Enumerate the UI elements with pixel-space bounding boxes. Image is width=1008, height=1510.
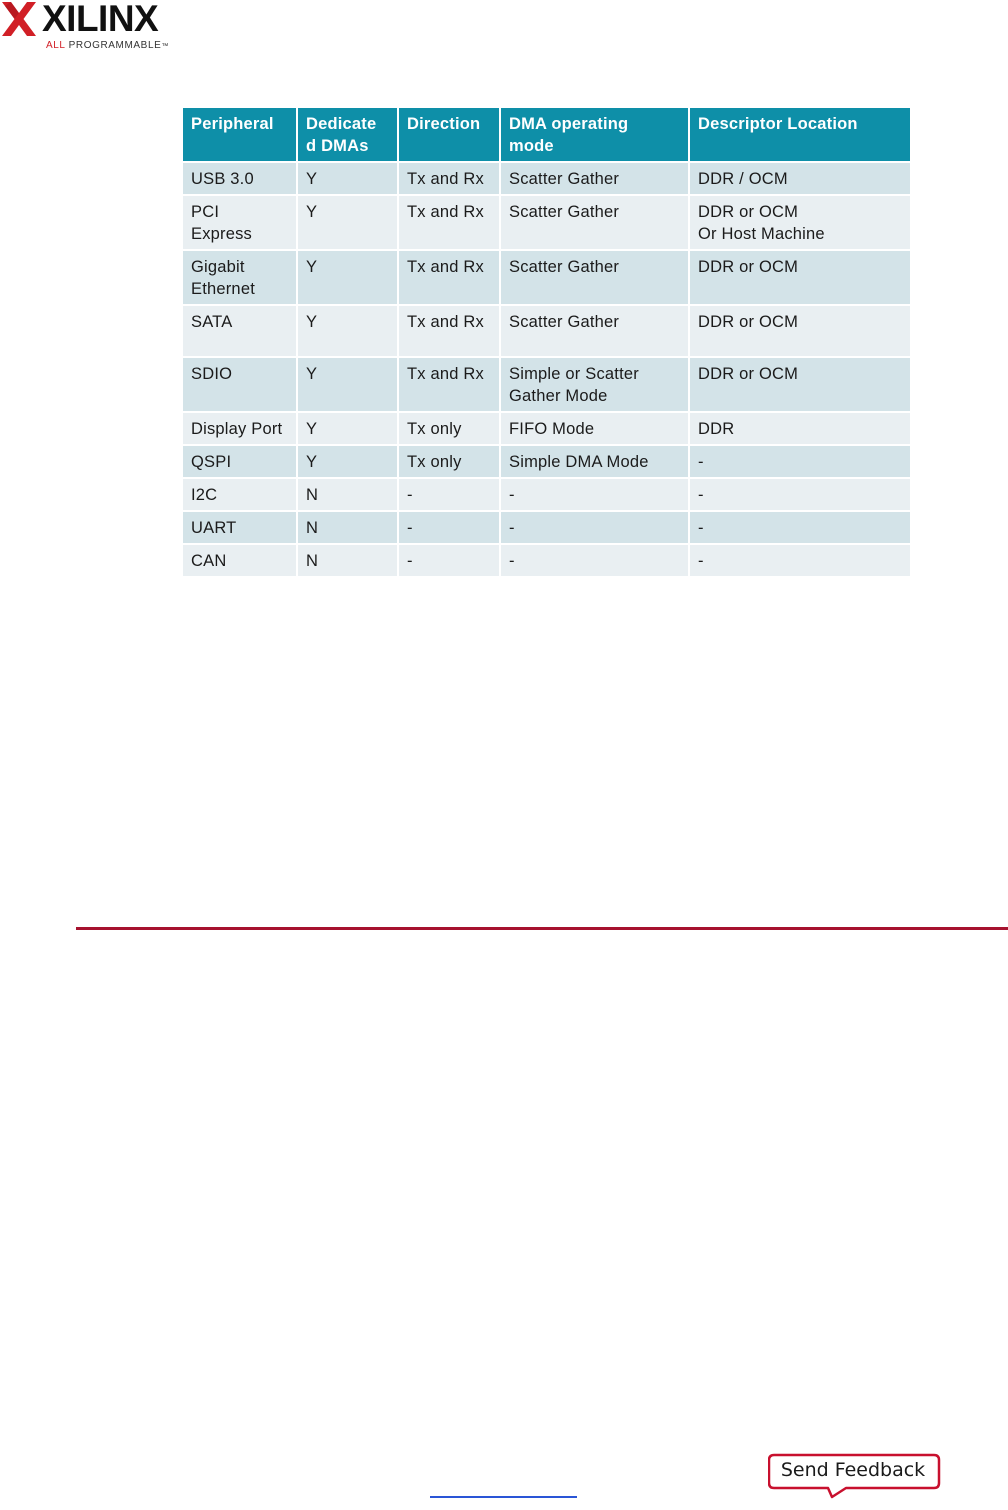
header-peripheral: Peripheral: [183, 108, 297, 162]
logo-tagline-rest: PROGRAMMABLE: [65, 40, 162, 51]
table-row: [183, 195, 911, 250]
cell-peripheral: PCI Express: [183, 195, 297, 250]
header-dedicated-dmas: Dedicate d DMAs: [297, 108, 398, 162]
cell-dma-mode: Scatter Gather: [500, 195, 689, 250]
cell-descriptor-location: DDR or OCM: [689, 357, 911, 412]
table-row: [183, 511, 911, 544]
cell-dedicated-dmas: Y: [297, 162, 398, 195]
cell-dedicated-dmas: Y: [297, 357, 398, 412]
cell-peripheral: SATA: [183, 305, 297, 357]
table-row: [183, 357, 911, 412]
table-row: [183, 162, 911, 195]
table-row: [183, 250, 911, 305]
cell-descriptor-location: DDR or OCM Or Host Machine: [689, 195, 911, 250]
table-row: [183, 544, 911, 577]
cell-dedicated-dmas: Y: [297, 195, 398, 250]
cell-direction: Tx and Rx: [398, 195, 500, 250]
cell-direction: Tx only: [398, 445, 500, 478]
cell-dma-mode: FIFO Mode: [500, 412, 689, 445]
cell-peripheral: SDIO: [183, 357, 297, 412]
cell-descriptor-location: -: [689, 445, 911, 478]
table-row: [183, 445, 911, 478]
cell-direction: -: [398, 511, 500, 544]
cell-direction: -: [398, 544, 500, 577]
cell-dedicated-dmas: Y: [297, 445, 398, 478]
logo-trademark: ™: [161, 43, 169, 50]
logo-tagline: [46, 40, 169, 51]
cell-dma-mode: Scatter Gather: [500, 162, 689, 195]
header-direction: Direction: [398, 108, 500, 162]
cell-dma-mode: -: [500, 544, 689, 577]
cell-descriptor-location: DDR or OCM: [689, 305, 911, 357]
cell-peripheral: CAN: [183, 544, 297, 577]
header-descriptor-location: Descriptor Location: [689, 108, 911, 162]
cell-direction: Tx and Rx: [398, 305, 500, 357]
section-divider: [76, 927, 1008, 930]
cell-direction: Tx and Rx: [398, 357, 500, 412]
cell-descriptor-location: -: [689, 544, 911, 577]
xilinx-logo: [2, 0, 182, 56]
cell-dedicated-dmas: N: [297, 511, 398, 544]
table-row: [183, 478, 911, 511]
cell-dedicated-dmas: Y: [297, 412, 398, 445]
cell-dma-mode: Scatter Gather: [500, 305, 689, 357]
cell-dma-mode: Simple DMA Mode: [500, 445, 689, 478]
cell-descriptor-location: -: [689, 478, 911, 511]
cell-peripheral: Display Port: [183, 412, 297, 445]
cell-peripheral: USB 3.0: [183, 162, 297, 195]
cell-descriptor-location: -: [689, 511, 911, 544]
send-feedback-label[interactable]: Send Feedback: [780, 1459, 926, 1481]
cell-descriptor-location: DDR / OCM: [689, 162, 911, 195]
cell-descriptor-location: DDR or OCM: [689, 250, 911, 305]
cell-dma-mode: -: [500, 478, 689, 511]
cell-dma-mode: -: [500, 511, 689, 544]
logo-wordmark: XILINX: [42, 0, 159, 39]
cell-peripheral: I2C: [183, 478, 297, 511]
cell-direction: -: [398, 478, 500, 511]
footer-link[interactable]: [430, 1496, 577, 1498]
cell-dedicated-dmas: N: [297, 478, 398, 511]
cell-direction: Tx and Rx: [398, 162, 500, 195]
cell-peripheral: Gigabit Ethernet: [183, 250, 297, 305]
table-row: [183, 305, 911, 357]
cell-dma-mode: Scatter Gather: [500, 250, 689, 305]
cell-direction: Tx and Rx: [398, 250, 500, 305]
cell-dedicated-dmas: Y: [297, 250, 398, 305]
cell-dedicated-dmas: Y: [297, 305, 398, 357]
logo-tagline-prefix: ALL: [46, 40, 66, 51]
header-dma-operating-mode: DMA operating mode: [500, 108, 689, 162]
cell-direction: Tx only: [398, 412, 500, 445]
cell-peripheral: QSPI: [183, 445, 297, 478]
cell-dma-mode: Simple or Scatter Gather Mode: [500, 357, 689, 412]
xilinx-logo-mark-icon: [2, 2, 36, 36]
send-feedback-button[interactable]: [768, 1453, 942, 1499]
cell-dedicated-dmas: N: [297, 544, 398, 577]
cell-peripheral: UART: [183, 511, 297, 544]
cell-descriptor-location: DDR: [689, 412, 911, 445]
dma-peripheral-table: [183, 108, 912, 578]
table-header-row: [183, 108, 911, 162]
table-row: [183, 412, 911, 445]
